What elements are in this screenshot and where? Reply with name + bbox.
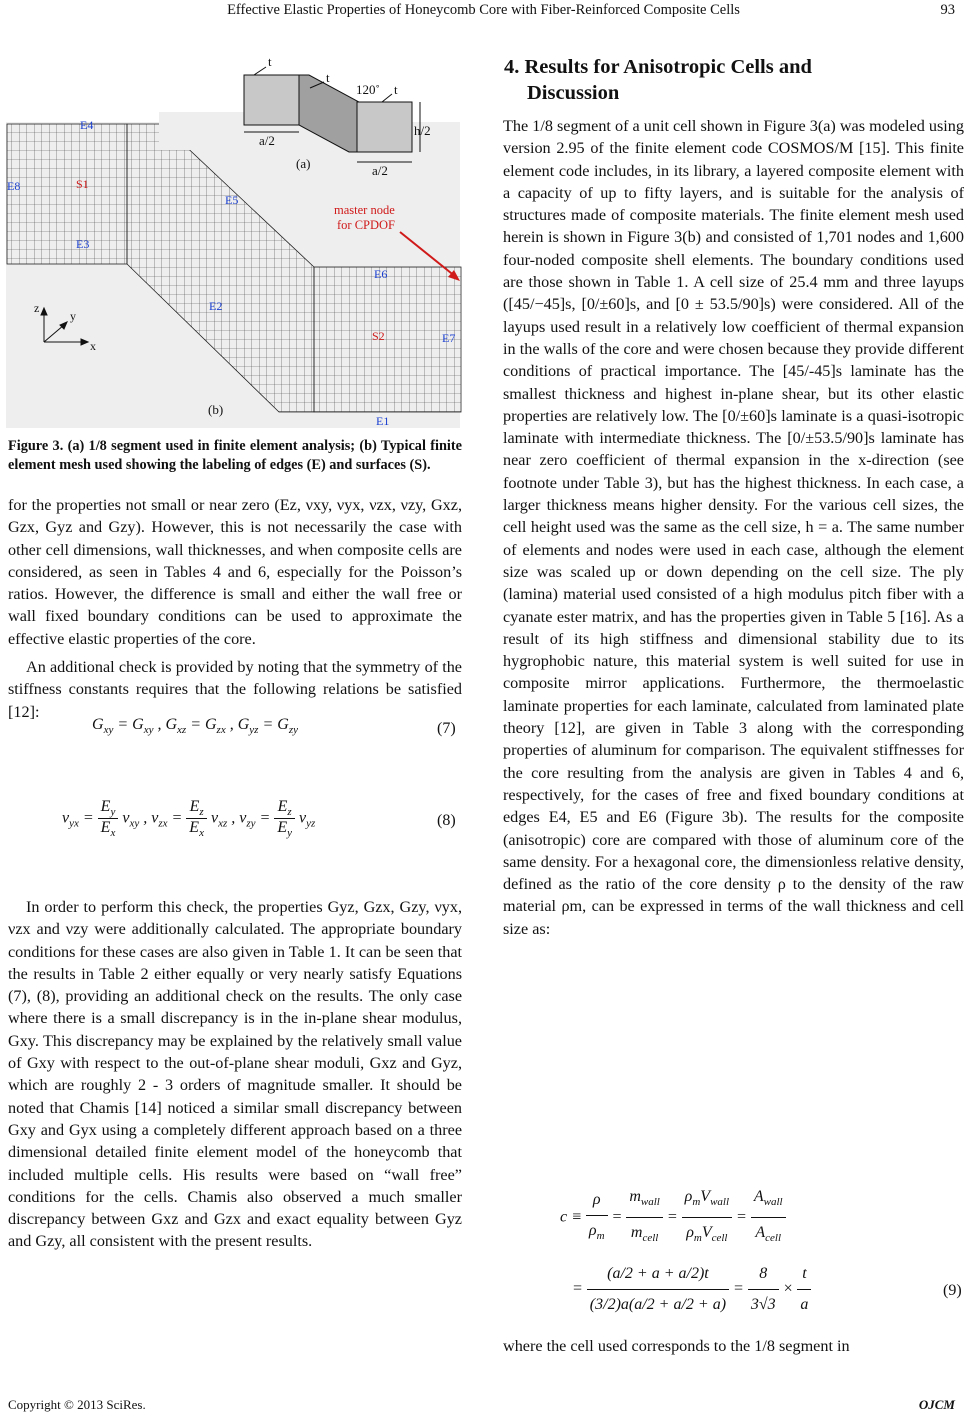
label-e2: E2 <box>209 299 223 313</box>
right-column <box>503 115 964 940</box>
label-t2: t <box>326 70 330 85</box>
label-e8: E8 <box>7 179 21 193</box>
running-title: Effective Elastic Properties of Honeycomb Core with Fiber-Reinforced Composite Cells <box>227 2 740 18</box>
section-title <box>504 54 812 106</box>
label-e5: E5 <box>225 193 239 207</box>
label-e3: E3 <box>76 237 90 251</box>
mesh-face-right <box>314 267 461 412</box>
left-column-lower <box>8 896 462 1253</box>
label-a: (a) <box>296 156 311 171</box>
figure-3 <box>4 42 462 430</box>
label-e7: E7 <box>442 331 456 345</box>
right-column-lower <box>503 1335 964 1357</box>
label-e4: E4 <box>80 118 94 132</box>
label-h2: h/2 <box>414 123 431 138</box>
equation-8-number: (8) <box>437 812 456 829</box>
label-e1: E1 <box>376 414 390 428</box>
page-header <box>0 0 967 24</box>
right-paragraph-1: The 1/8 segment of a unit cell shown in Figure 3(a) was modeled using version 2.95 of the finite element code COSMOS/M [15]. This finite element code includes, in its library, a layered composite element with a capacity of up to fifty layers, and is suitable for the analysis of structures made of composite materials. The finite element mesh used herein is shown in Figure 3(b) and consisted of 1,701 nodes and 1,600 four-noded composite shell elements. The boundary conditions used are those shown in Table 1. A cell size of 25.4 mm and three layups ([45/−45]s, [0/±60]s, and [0 ± 53.5/90]s) were considered. All of the layups used result in a relatively low coefficient of thermal expansion in the walls of the core and were chosen because they provide different conditions of practical importance. The [45/-45]s laminate has the smallest thickness and highest in-plane shear, but its other elastic properties are relatively low. The [0/±60]s laminate is a quasi-isotropic laminate with intermediate thickness. The [0/±53.5/90]s laminate has near zero coefficient of thermal expansion in the x-direction (see footnote under Table 3), but has the highest thickness. In each case, a larger thickness means higher density. For the various cell sizes, the cell height used was the same as the cell size, h = a. The same number of elements and nodes were used in each case, although the element size was scaled up or down depending on the cell size. The ply (lamina) material used consisted of a high modulus pitch fiber with a cyanate ester matrix, and has the properties given in Table 5 [16]. As a result of its high stiffness and dimensional stability due to its hygrophobic nature, this material system is well suited for use in composite mirror applications. Furthermore, the thermoelastic laminate properties for each laminate, calculated from laminated plate theory [12], are given in Table 3 along with the corresponding properties of aluminum for comparison. The equivalent stiffnesses for the core resulting from the analysis are given in Tables 4 and 6, respectively, for the cases of free and fixed boundary conditions at edges E4, E5 and E6 (Figure 3b). The results for the composite (anisotropic) core are compared with those of aluminum core of the same density. For a hexagonal core, the dimensionless relative density, defined as the ratio of the core density ρ to the density of the raw material ρm, can be expressed in terms of the wall thickness and cell size as: <box>503 117 964 938</box>
equation-7: $G_{xy} = G_{xy}$ , $G_{xz} = G_{zx}$ , $G_{yz} = G_{zy}$ <box>92 716 298 737</box>
label-b: (b) <box>208 402 224 417</box>
equation-9-number: (9) <box>943 1282 962 1299</box>
left-column <box>8 494 462 723</box>
label-t1: t <box>268 54 272 69</box>
equation-7-number: (7) <box>437 720 456 737</box>
journal-name: OJCM <box>918 1397 955 1412</box>
label-s1: S1 <box>76 177 89 191</box>
right-paragraph-2: where the cell used corresponds to the 1/8 segment in <box>503 1337 850 1355</box>
label-master-node-1: master node <box>334 203 395 217</box>
label-a2-bottom: a/2 <box>372 163 388 178</box>
figure-caption: Figure 3. (a) 1/8 segment used in finite element analysis; (b) Typical finite element mesh used showing the labeling of edges (E) and surfaces (S). <box>8 438 462 473</box>
section-title-line-2: Discussion <box>527 82 620 104</box>
label-angle: 120˚ <box>356 82 380 97</box>
page-number: 93 <box>940 2 955 18</box>
label-t3: t <box>394 82 398 97</box>
section-title-line-1: 4. Results for Anisotropic Cells and <box>504 56 812 78</box>
axis-z-label: z <box>34 301 40 315</box>
label-e6: E6 <box>374 267 388 281</box>
label-a2-left: a/2 <box>259 133 275 148</box>
axis-x-label: x <box>90 339 96 353</box>
label-s2: S2 <box>372 329 385 343</box>
label-master-node-2: for CPDOF <box>337 218 395 232</box>
left-paragraph-2: An additional check is provided by noting that the symmetry of the stiffness constants requires that the following relations be satisfied [12]: <box>8 658 462 721</box>
equation-9: c ≡ $\frac{\rho}{\rho_m}$ = $\frac{m_{wall}}{m_{cell}}$ = $\frac{\rho_mV_{wall}}{\rho_mV_{cell}}$ = $\frac{A_{wall}}{A_{cell}}$ = $\frac{(a/2 + a + a/2)t}{(3/2)a(a/2 + a/2 + a)}$ = $\frac{8}{3√3}$ × $\frac{t}{a}$ <box>560 1182 811 1320</box>
left-paragraph-3: In order to perform this check, the properties Gyz, Gzx, Gzy, νyx, νzx and νzy were additionally calculated. The appropriate boundary conditions for these cases are also given in Table 1. It can be seen that the results in Table 2 either equally or very nearly satisfy Equations (7), (8), providing an additional check on the results. The only case where there is a small discrepancy is in the in-plane shear modulus, Gxy. This discrepancy may be explained by the relatively small value of Gxy with respect to the out-of-plane shear moduli, Gxz and Gyz, which are roughly 2 - 3 orders of magnitude smaller. It should be noted that Chamis [14] noticed a similar small discrepancy between Gxy and Gyx using a completely different approach based on a three dimensional detailed finite element model of the honeycomb that included multiple cells. His results were based on “wall free” conditions for the cells. Chamis also observed a much smaller discrepancy between Gxz and Gzx and exact equality between Gyz and Gzy, all consistent with the present results. <box>8 898 462 1251</box>
copyright: Copyright © 2013 SciRes. <box>8 1397 146 1412</box>
axis-y-label: y <box>70 309 76 323</box>
equation-8: $\nu_{yx}$ = $\frac{E_y}{E_x}$ $\nu_{xy}$ , $\nu_{zx}$ = $\frac{E_z}{E_x}$ $\nu_{xz}$ , $\nu_{zy}$ = $\frac{E_z}{E_y}$ $\nu_{yz}$ <box>62 798 316 840</box>
mesh-face-left <box>7 124 127 264</box>
left-paragraph-1: for the properties not small or near zero (Ez, νxy, νyx, νzx, νzy, Gxz, Gzx, Gyz and Gzy). However, this is not necessarily the case with other cell dimensions, wall thicknesses, and when composite cells are considered, as seen in Tables 4 and 6, especially for the Poisson’s ratios. However, the difference is small and either the wall free or wall fixed boundary conditions can be used to approximate the effective elastic properties of the core. <box>8 496 462 648</box>
page-footer <box>0 1397 967 1416</box>
